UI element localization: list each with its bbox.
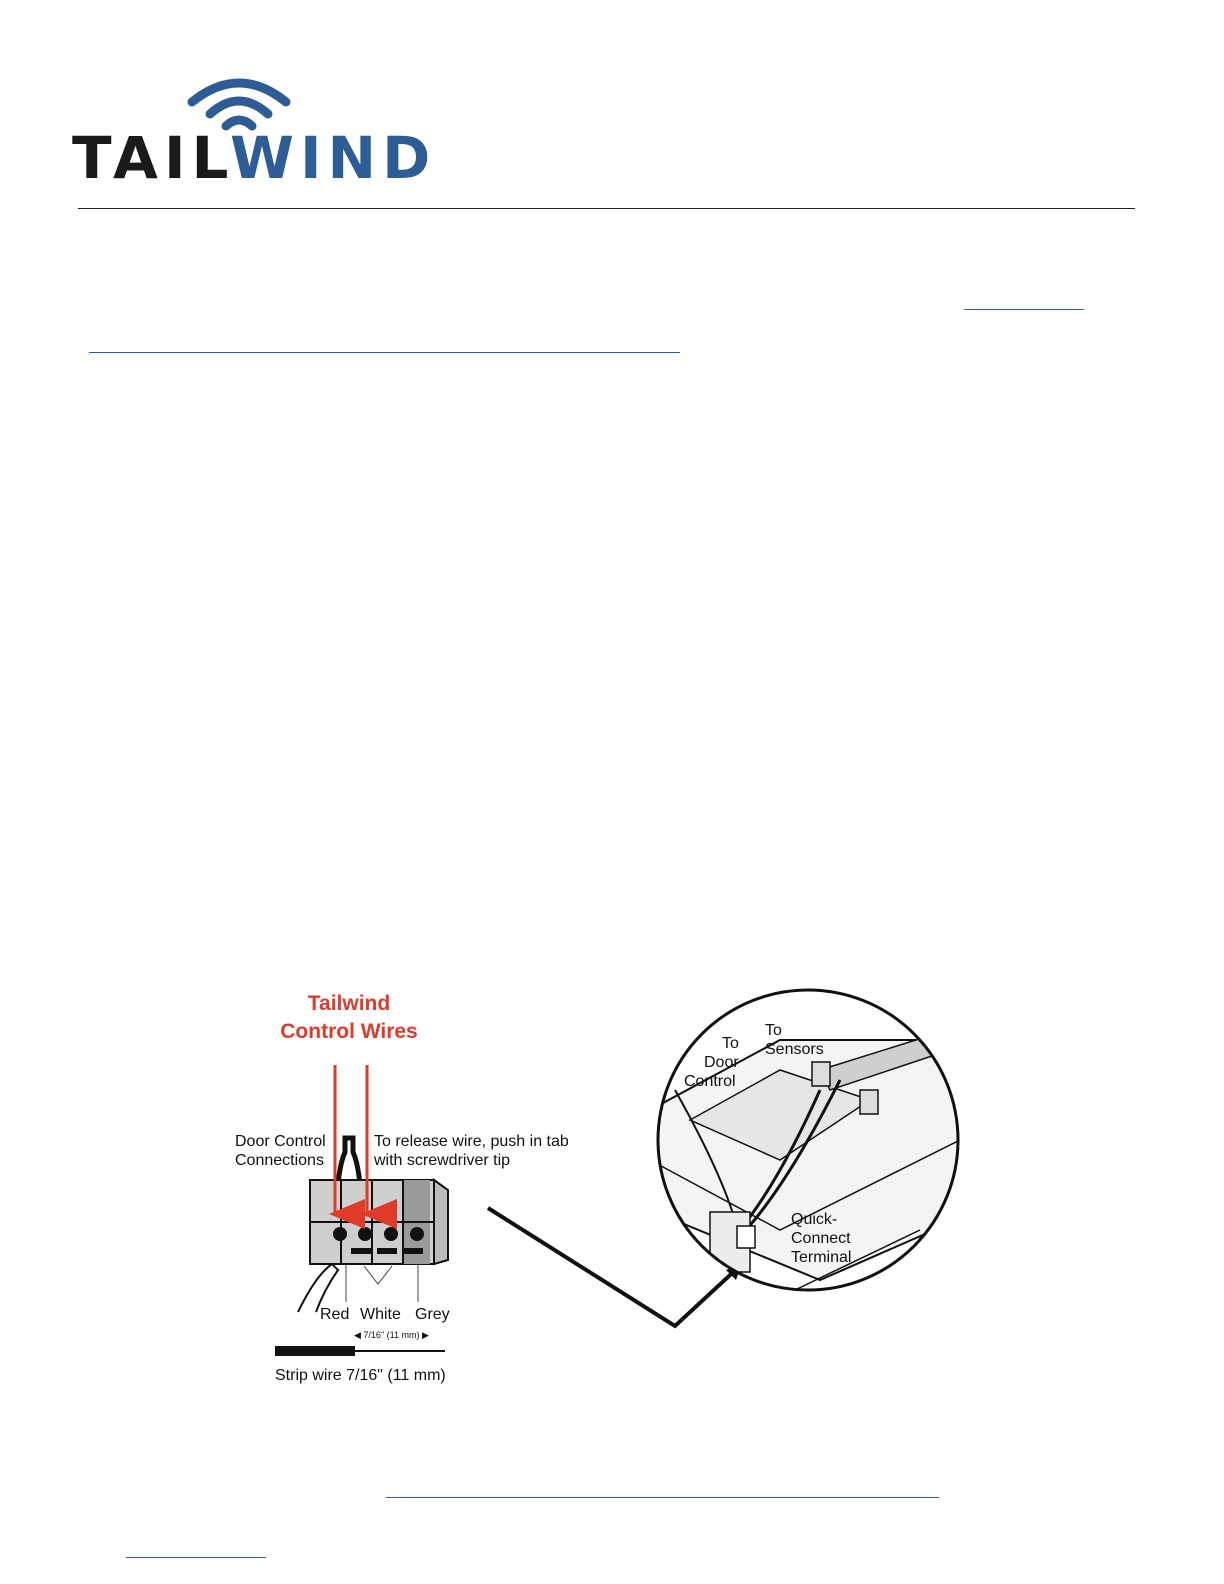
logo-wordmark [72, 124, 436, 192]
release-label-line1: To release wire, push in tab [374, 1133, 569, 1150]
door-control-label-line2: Connections [235, 1152, 324, 1169]
strip-wire-label: Strip wire 7/16" (11 mm) [275, 1367, 446, 1384]
quick-connect-line2: Connect [791, 1230, 851, 1247]
door-control-label-line1: Door Control [235, 1133, 326, 1150]
screwdriver [298, 1264, 338, 1312]
logo-text-prefix: TAIL [72, 124, 230, 192]
strip-measure-label: ◀ 7/16" (11 mm) ▶ [354, 1330, 429, 1340]
to-door-control-line2: Door [704, 1054, 739, 1071]
wiring-diagram [220, 980, 980, 1400]
release-label-line2: with screwdriver tip [374, 1152, 511, 1169]
hyperlink-underline-4[interactable] [126, 1557, 266, 1558]
stripped-wire-insulation [275, 1346, 355, 1356]
wire-label-white: White [360, 1306, 401, 1323]
hyperlink-underline-3[interactable] [386, 1497, 939, 1498]
figure-title-line1: Tailwind [307, 992, 391, 1015]
quick-connect-line1: Quick- [791, 1211, 838, 1228]
tailwind-logo [72, 72, 437, 197]
terminal-block [310, 1180, 448, 1264]
logo-text-highlight: WIND [229, 124, 437, 192]
to-door-control-line1: To [722, 1035, 739, 1052]
to-door-control-line3: Control [684, 1073, 736, 1090]
wifi-waves-icon [184, 72, 294, 132]
hyperlink-underline-2[interactable] [89, 352, 680, 353]
to-sensors-line2: Sensors [765, 1041, 824, 1058]
strip-measure-value: 7/16" (11 mm) [363, 1330, 420, 1340]
header-divider [78, 208, 1135, 209]
wire-label-grey: Grey [415, 1306, 450, 1323]
to-sensors-line1: To [765, 1022, 782, 1039]
quick-connect-line3: Terminal [791, 1249, 852, 1266]
hyperlink-underline-1[interactable] [964, 309, 1084, 310]
figure-title-line2: Control Wires [280, 1020, 418, 1043]
wire-label-red: Red [320, 1306, 350, 1323]
